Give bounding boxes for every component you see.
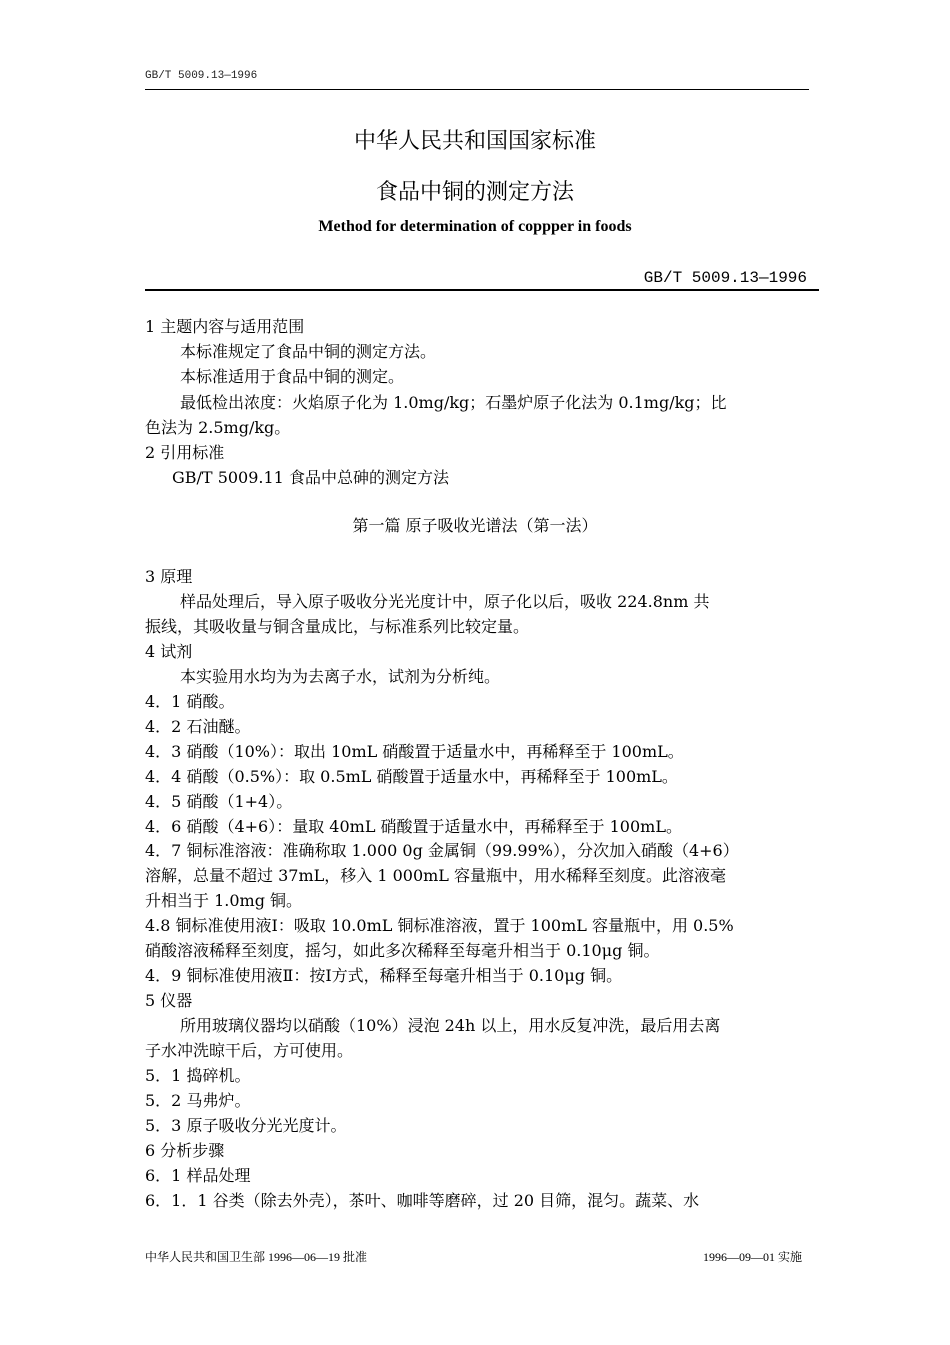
paragraph-line: 子水冲洗晾干后，方可使用。: [145, 1041, 354, 1060]
paragraph-line: 色法为 2.5mg/kg。: [145, 418, 291, 437]
footer-approval: 中华人民共和国卫生部 1996—06—19 批准: [145, 1250, 368, 1264]
paragraph-line: 最低检出浓度：火焰原子化为 1.0mg/kg；石墨炉原子化法为 0.1mg/kg；比: [180, 393, 727, 412]
list-item: 4．3 硝酸（10%）：取出 10mL 硝酸置于适量水中，再稀释至于 100mL。: [145, 742, 684, 761]
list-item: 5．3 原子吸收分光光度计。: [145, 1116, 347, 1135]
list-item: 4．9 铜标准使用液Ⅱ：按Ⅰ方式，稀释至每毫升相当于 0.10μg 铜。: [145, 966, 623, 985]
list-item: 6．1．1 谷类（除去外壳），茶叶、咖啡等磨碎，过 20 目筛，混匀。蔬菜、水: [145, 1191, 700, 1210]
title-rule: [145, 289, 819, 291]
paragraph-line: 溶解，总量不超过 37mL，移入 1 000mL 容量瓶中，用水稀释至刻度。此溶液毫: [145, 866, 727, 885]
section-heading: 2 引用标准: [145, 443, 225, 462]
paragraph-line: 升相当于 1.0mg 铜。: [145, 891, 303, 910]
section-heading: 1 主题内容与适用范围: [145, 317, 305, 336]
paragraph-line: 所用玻璃仪器均以硝酸（10%）浸泡 24h 以上，用水反复冲洗，最后用去离: [180, 1016, 721, 1035]
list-item: 5．1 捣碎机。: [145, 1066, 251, 1085]
list-item: 4．4 硝酸（0.5%）：取 0.5mL 硝酸置于适量水中，再稀释至于 100mL。: [145, 767, 678, 786]
section-heading: 6 分析步骤: [145, 1141, 225, 1160]
paragraph-line: 振线，其吸收量与铜含量成比，与标准系列比较定量。: [145, 617, 530, 636]
standard-number: GB/T 5009.13—1996: [643, 269, 807, 287]
list-item: 4．7 铜标准溶液：准确称取 1.000 0g 金属铜（99.99%），分次加入硝酸（4+6）: [145, 841, 739, 860]
english-title: Method for determination of coppper in foods: [318, 218, 632, 235]
list-item: 4．2 石油醚。: [145, 717, 251, 736]
section-heading: 4 试剂: [145, 642, 193, 661]
header-standard-code: GB/T 5009.13—1996: [145, 70, 258, 82]
main-title: 中华人民共和国国家标准: [353, 129, 596, 154]
section-heading: 3 原理: [145, 567, 193, 586]
paragraph-line: 样品处理后，导入原子吸收分光光度计中，原子化以后，吸收 224.8nm 共: [180, 592, 710, 611]
section-heading: 5 仪器: [145, 991, 193, 1010]
part-heading: 第一篇 原子吸收光谱法（第一法）: [352, 516, 598, 535]
paragraph-line: GB/T 5009.11 食品中总砷的测定方法: [172, 468, 449, 487]
paragraph-line: 本标准规定了食品中铜的测定方法。: [180, 342, 437, 361]
footer-effective-date: 1996—09—01 实施: [702, 1250, 802, 1264]
list-item: 5．2 马弗炉。: [145, 1091, 251, 1110]
list-item: 4．6 硝酸（4+6）：量取 40mL 硝酸置于适量水中，再稀释至于 100mL。: [145, 817, 682, 836]
sub-title: 食品中铜的测定方法: [375, 180, 574, 205]
list-item: 6．1 样品处理: [145, 1166, 251, 1185]
paragraph-line: 硝酸溶液稀释至刻度，摇匀，如此多次稀释至每毫升相当于 0.10μg 铜。: [145, 941, 660, 960]
paragraph-line: 本实验用水均为为去离子水，试剂为分析纯。: [180, 667, 501, 686]
header-rule: [145, 89, 809, 90]
list-item: 4．5 硝酸（1+4）。: [145, 792, 293, 811]
list-item: 4.8 铜标准使用液Ⅰ：吸取 10.0mL 铜标准溶液，置于 100mL 容量瓶中，用 0.5%: [145, 916, 734, 935]
paragraph-line: 本标准适用于食品中铜的测定。: [180, 367, 405, 386]
list-item: 4．1 硝酸。: [145, 692, 235, 711]
